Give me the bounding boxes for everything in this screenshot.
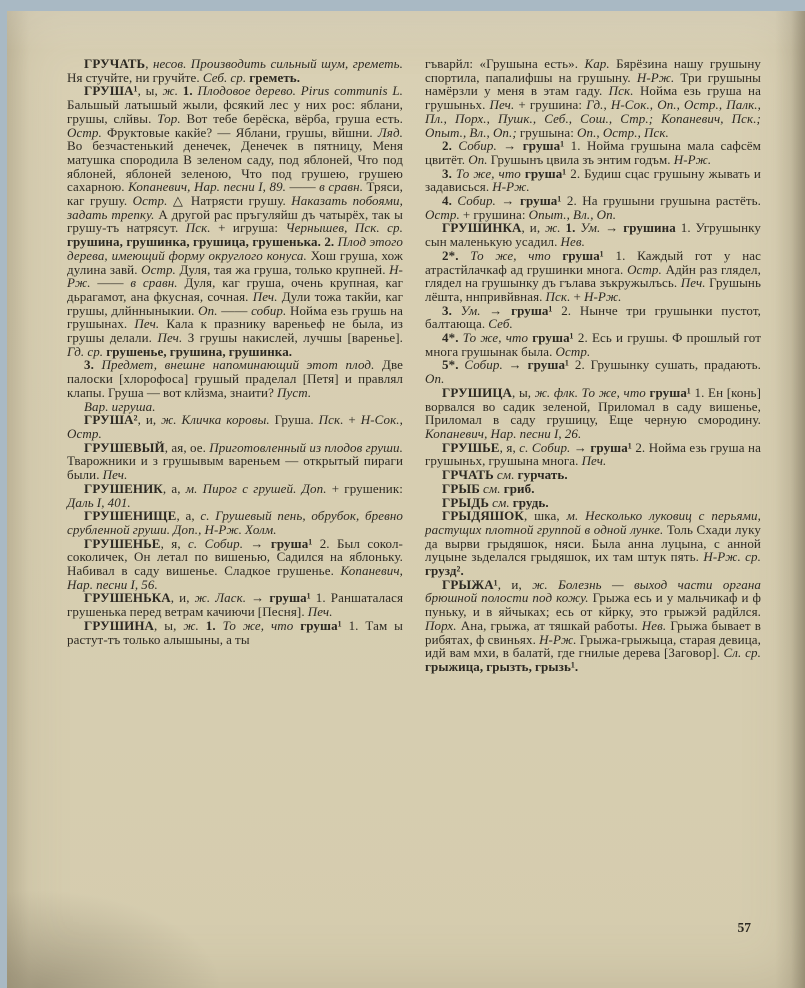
text-run: см. — [492, 494, 513, 510]
text-run: Тварожники и з грушывым вареньем — открытый пираги были. — [67, 453, 403, 483]
text-run: ГРУШИНА — [84, 617, 155, 633]
text-run: —— — [221, 302, 252, 318]
dictionary-paragraph — [67, 537, 403, 592]
text-run: 2*. — [442, 247, 471, 263]
text-run: Оп., Остр., Пск. — [576, 124, 669, 140]
text-run: ГРУШИНКА — [442, 220, 522, 236]
scanned-dictionary-page — [7, 11, 805, 988]
text-run: ж. — [545, 220, 566, 236]
text-run: , ы, — [512, 384, 535, 400]
text-run: Был сокол-соколичек, Он летал по вишенью, Садился на яблоньку. Набивал в саду вишенье. Сладкое грушенье. — [67, 535, 403, 579]
text-run: ГРУШЕВЫЙ — [84, 439, 165, 455]
text-run: груша¹ — [300, 617, 349, 633]
text-run: ГРУШЬЕ — [442, 439, 500, 455]
text-run: , и, — [497, 576, 533, 592]
text-run: 3. — [84, 357, 102, 373]
text-run: Нойма грушына мала сафсём цвитёт. — [425, 138, 762, 167]
column-left — [67, 57, 403, 674]
text-run: Печ. — [157, 330, 188, 346]
text-run: в сравн. — [130, 275, 185, 291]
text-run: Нойма езь грушь на грушынах. — [67, 302, 403, 332]
text-run: + грушина: — [518, 97, 587, 113]
text-run: ГРЫЖА¹ — [442, 576, 498, 592]
text-run: груша¹ — [511, 302, 562, 318]
text-run: —— — [97, 275, 131, 291]
dictionary-paragraph — [67, 413, 403, 440]
text-run: 1. — [182, 83, 198, 99]
text-run: Груша. — [274, 412, 319, 428]
text-run: гъварйл: «Грушына есть». — [425, 56, 585, 71]
text-run: 1. — [570, 138, 588, 154]
text-run: груша¹ — [649, 384, 695, 400]
dictionary-paragraph — [425, 441, 761, 468]
text-run: ГРУШЕНИК — [84, 480, 163, 496]
text-run: Плод этого дерева, имеющий форму округлого конуса. — [67, 234, 403, 263]
text-run: Остр. — [67, 124, 107, 140]
text-run: Раншаталася грушенька перед ветрам качиючи [Песня]. — [67, 590, 404, 620]
text-run: 4*. — [442, 330, 463, 346]
text-run: Бярёзина нашу грушыну спортила, папалифшы на грушыну. — [425, 56, 761, 85]
text-run: ГРУЧАТЬ — [84, 56, 146, 71]
text-run: ГРУША¹ — [84, 83, 138, 99]
text-run: Плодовое дерево. Pirus communis L. — [197, 83, 403, 99]
text-run: + — [573, 288, 584, 304]
text-run: Грушынь лёшта, ннпривйвная. — [425, 275, 762, 304]
text-run: с. Собир. → — [188, 535, 271, 551]
text-run: 1. Угрушынку сын маленькую усадил. — [425, 220, 762, 250]
dictionary-paragraph — [67, 57, 403, 84]
text-run: Грушынъ цвила зъ энтим годъм. — [490, 151, 674, 167]
dictionary-paragraph — [425, 331, 761, 358]
text-run: Гд. ср. — [67, 343, 107, 359]
text-run: ГРЫДЬ — [442, 494, 493, 510]
text-run: Пуст. — [277, 384, 312, 400]
text-run: груша¹ — [522, 138, 571, 154]
text-run: Чернышев, Пск. ср. — [285, 220, 404, 236]
text-run: Дули тожа такйи, каг грушы, длйнныныкии. — [67, 288, 403, 318]
text-run: 1. — [615, 247, 638, 263]
dictionary-paragraph — [425, 482, 761, 496]
text-run: ж. Кличка коровы. — [161, 412, 275, 428]
text-run: Печ. — [252, 288, 282, 304]
text-run: Фруктовые какйе? — Яблани, грушы, вйшни. — [106, 124, 378, 140]
text-run: Дуля, тая жа груша, только крупней. — [179, 261, 390, 277]
page-number: 57 — [737, 920, 751, 935]
text-run: Оп. — [425, 371, 445, 387]
text-run: 5*. — [442, 357, 465, 373]
text-run: Печ. — [489, 97, 519, 113]
text-run: Печ. — [102, 467, 128, 483]
text-run: грудь. — [512, 494, 549, 510]
text-run: груша¹ — [590, 439, 636, 455]
text-run: ГРУШЕНЬКА — [84, 590, 171, 606]
text-run: Будиш сцас грушыну жывать и задависься. — [425, 165, 761, 195]
text-run: Опыт., Вл., Оп. — [528, 206, 617, 222]
dictionary-paragraph — [425, 139, 761, 166]
text-run: Пск. — [608, 83, 640, 99]
text-run: Собир. → — [464, 357, 528, 373]
text-run: 2. — [566, 193, 583, 209]
text-run: грушына: — [519, 124, 577, 140]
text-run: груша¹ — [270, 535, 320, 551]
text-run: , я, — [499, 439, 520, 455]
page-content — [67, 57, 761, 674]
text-run: Печ. — [307, 604, 333, 620]
text-run: 2. — [570, 165, 585, 181]
text-run: грушина — [623, 220, 681, 236]
text-run: Грыжа-грыжыца, старая девица, идй вам мхи, в балатй, где гнилые дерева [Заговор]. — [425, 631, 761, 661]
text-run: Грыжа есь и у мальчикаф и ф пуньку, и в яйчыках; есь от кйрку, это грыжэй радйлся. — [425, 590, 761, 620]
text-run: м. Пирог с грушей. Доп. — [185, 480, 332, 496]
text-run: , ы, — [137, 83, 163, 99]
text-run: + грушеник: — [331, 480, 403, 496]
text-run: З грушы накислей, лучшы [варенье]. — [187, 330, 404, 346]
dictionary-paragraph — [425, 194, 761, 221]
text-run: груша¹ — [532, 330, 578, 346]
text-run: ГРУШЕНЬЕ — [84, 535, 161, 551]
text-run: греметь. — [249, 69, 301, 85]
dictionary-paragraph — [425, 358, 761, 385]
text-run: Нойма езь груша на грушыньх, грушына многа. — [425, 439, 761, 469]
text-run: Остр. — [132, 193, 173, 209]
text-run: Гд., Н-Сок., Оп., Остр., Палк., Пл., Порх., Пушк., Себ., Сош., Стр.; Копаневич, Пск.; Опыт., Вл., Оп.; — [425, 97, 761, 140]
text-run: гурчать. — [517, 467, 568, 483]
text-run: груша¹ — [524, 165, 571, 181]
text-run: Наказать побоями, задать трепку. — [67, 193, 403, 222]
text-run: Хош груша, хож дулина завй. — [67, 247, 404, 277]
text-run: Себ. ср. — [202, 69, 250, 85]
column-right — [425, 57, 761, 674]
dictionary-paragraph — [425, 386, 761, 441]
text-run: Печ. — [680, 275, 710, 291]
text-run: Тряси, каг грушу. — [67, 179, 404, 209]
text-run: Ум. → — [580, 220, 624, 236]
text-run: м. Несколько луковиц с перьями, растущих плотной группой в одной лунке. — [425, 508, 761, 537]
text-run: ГРЫДЯШОК — [442, 508, 524, 524]
text-run: ж. Болезнь — выход части органа брюшной полости под кожу. — [425, 576, 761, 606]
text-run: 2. — [319, 535, 337, 551]
text-run: , и, — [170, 590, 195, 606]
text-run: грушенье, грушина, грушинка. — [106, 343, 293, 359]
text-run: Нойма езь груша на грушыньх. — [425, 83, 761, 113]
text-run: , ы, — [154, 617, 184, 633]
text-run: То же, что — [455, 165, 525, 181]
text-run: + — [348, 412, 361, 428]
text-run: 4. — [442, 193, 458, 209]
text-run: , шка, — [523, 508, 567, 524]
text-run: , а, — [176, 508, 201, 524]
text-run: с. Собир. → — [519, 439, 591, 455]
text-run: Нынче три грушынки пустот, балтающа. — [425, 302, 762, 332]
text-run: Пск. — [545, 288, 574, 304]
text-run: 2. — [574, 357, 591, 373]
text-run: , и, — [521, 220, 546, 236]
text-run: , и, — [137, 412, 162, 428]
text-run: ж. — [183, 617, 206, 633]
text-run: ГРЫБ — [442, 480, 484, 496]
text-run: Нев. — [641, 617, 671, 633]
text-run: Копаневич, Нар. песни I, 89. — [128, 179, 290, 195]
dictionary-paragraph — [425, 496, 761, 510]
text-run: △ Натрясти грушу. — [172, 193, 292, 209]
text-run: Себ. — [488, 316, 513, 332]
text-run: Во безчастенький денечек, Денечек в пятницу, Меня матушка спородила В зеленом саду, под яблоней, Что под яблоней, яблоней зеленою, Что под грушею, грушею сахарною. — [67, 138, 403, 195]
text-run: , ая, ое. — [164, 439, 210, 455]
text-run: с. Грушевый пень, обрубок, бревно срубленной груши. Доп., Н-Рж. Холм. — [67, 508, 404, 537]
text-run: 2. — [635, 439, 649, 455]
text-run: Есь и грушы. Ф прошлый гот многа грушынак была. — [425, 330, 761, 359]
dictionary-paragraph — [425, 57, 761, 139]
dictionary-paragraph — [67, 441, 403, 482]
text-run: груша¹ — [562, 247, 616, 263]
text-run: ГРУШЕНИЩЕ — [84, 508, 177, 524]
text-run: Дуля, каг груша, очень крупная, каг дьрагамот, ана фкусная, сочная. — [67, 275, 404, 304]
text-run: Собир. → — [457, 193, 520, 209]
text-run: 2. — [442, 138, 459, 154]
text-run: Остр. — [141, 261, 180, 277]
dictionary-paragraph — [425, 509, 761, 578]
dictionary-paragraph — [425, 221, 761, 248]
text-run: То же, что — [470, 247, 563, 263]
text-run: Н-Рж. — [492, 179, 530, 195]
text-run: 1. — [565, 220, 581, 236]
text-run: ж. флк. То же, что — [534, 384, 650, 400]
text-run: грушина, грушинка, грушица, грушенька. — [67, 234, 325, 250]
text-run: в сравн. — [319, 179, 367, 195]
text-run: Оп. — [468, 151, 491, 167]
text-run: гриб. — [503, 480, 535, 496]
text-run: 1. — [315, 590, 331, 606]
text-run: , а, — [162, 480, 186, 496]
text-run: , — [145, 56, 153, 71]
text-run: Даль I, 401. — [67, 494, 131, 510]
text-run: груша¹ — [269, 590, 316, 606]
dictionary-paragraph — [425, 249, 761, 304]
dictionary-paragraph — [425, 304, 761, 331]
text-run: Оп. — [198, 302, 222, 318]
text-run: Ум. → — [460, 302, 512, 318]
dictionary-paragraph — [67, 591, 403, 618]
text-run: 2. — [324, 234, 338, 250]
text-run: грыжица, грызть, грызь¹. — [425, 658, 579, 674]
text-run: 2. — [577, 330, 592, 346]
text-run: , я, — [160, 535, 189, 551]
text-run: Остр. — [627, 261, 666, 277]
text-run: 2. — [561, 302, 580, 318]
text-run: см. — [496, 467, 518, 483]
text-run: Грушынку сушать, прадають. — [590, 357, 761, 373]
text-run: груша¹ — [519, 193, 567, 209]
text-run: 1. — [694, 384, 709, 400]
text-run: Ана, грыжа, ат тяшкай работы. — [460, 617, 642, 633]
text-run: 3. — [442, 302, 461, 318]
text-run: Н-Рж. — [539, 631, 580, 647]
text-run: То же, что — [222, 617, 301, 633]
text-run: Бальшый латышый жыли, фсякий лес у них рос: яблани, грушы, слйвы. — [67, 97, 403, 126]
text-run: Каждый гот у нас атрастйлачкаф ад грушинки многа. — [425, 247, 761, 277]
text-run: см. — [483, 480, 504, 496]
text-run: Печ. — [581, 453, 607, 469]
text-run: Печ. — [134, 316, 167, 332]
text-run: Н-Сок., Остр. — [67, 412, 403, 441]
dictionary-paragraph — [67, 482, 403, 509]
text-run: несов. Производить сильный шум, греметь. — [152, 56, 403, 71]
text-run: ГРЧАТЬ — [442, 467, 497, 483]
text-run: Предмет, внешне напоминающий этот плод. — [101, 357, 382, 373]
text-run: Нев. — [560, 234, 585, 250]
text-run: + игруша: — [218, 220, 286, 236]
text-run: —— — [289, 179, 320, 195]
text-run: Копаневич, Нар. песни I, 56. — [67, 563, 403, 592]
text-run: Пск. — [185, 220, 219, 236]
text-run: 1. Там ы растут-тъ только алышыны, а ты — [67, 617, 404, 647]
text-run: Ен [конь] ворвался во садик зеленой, Приломал в саду вишенье, Приломал в саду грушицу, Еще черную смородину. — [425, 384, 761, 428]
text-run: 3. — [442, 165, 456, 181]
text-run: 1. — [205, 617, 223, 633]
text-run: Вар. игруша. — [84, 398, 156, 414]
text-run: Грыжа бывает в рибятах, ф свиньях. — [425, 617, 761, 647]
text-run: грузд². — [425, 563, 464, 579]
text-run: На грушыни грушына растёть. — [582, 193, 762, 209]
text-run: Н-Рж. — [636, 69, 681, 85]
text-run: Вот тебе берёска, вёрба, груша есть. — [186, 110, 403, 126]
text-run: Н-Рж. ср. — [703, 549, 761, 565]
text-run: ГРУША² — [84, 412, 138, 428]
dictionary-paragraph — [425, 578, 761, 674]
text-run: Остр. — [555, 343, 591, 359]
text-run: ж. Ласк. → — [194, 590, 270, 606]
text-run: Н-Рж. — [673, 151, 712, 167]
text-run: Ня стучйте, ни гручйте. — [67, 69, 203, 85]
text-run: Три грушыны намёрзли у меня в этам гаду. — [425, 69, 761, 99]
text-run: Адйн раз глядел, глядел на грушынку дъ гълава зъкружылъсь. — [425, 261, 761, 291]
text-run: Кала к празнику вареньеф не была, из грушы делали. — [67, 316, 403, 346]
dictionary-paragraph — [67, 400, 403, 414]
text-run: То же, что — [462, 330, 533, 346]
text-run: Ляд. — [377, 124, 403, 140]
dictionary-paragraph — [67, 509, 403, 536]
text-run: Н-Рж. — [67, 261, 403, 291]
text-run: Собир. → — [458, 138, 523, 154]
text-run: Тор. — [157, 110, 187, 126]
dictionary-paragraph — [425, 468, 761, 482]
text-run: Н-Рж. — [583, 288, 622, 304]
dictionary-paragraph — [67, 84, 403, 358]
text-run: ж. — [162, 83, 183, 99]
text-run: Кар. — [584, 56, 617, 71]
text-run: собир. — [251, 302, 290, 318]
text-run: ГРУШИЦА — [442, 384, 513, 400]
text-run: Две палоски [хлорофоса] грушый праделал [Петя] и правлял клапы. Груша — вот клйзма, знаити? — [67, 357, 403, 400]
text-run: Копаневич, Нар. песни I, 26. — [425, 425, 582, 441]
dictionary-paragraph — [67, 619, 403, 646]
text-run: + грушина: — [462, 206, 529, 222]
dictionary-paragraph — [67, 358, 403, 399]
text-run: А другой рас пръгуляйш дъ чатырёх, так ы грушу-тъ натрясут. — [67, 206, 404, 236]
text-run: Сл. ср. — [723, 645, 761, 661]
text-run: Остр. — [425, 206, 463, 222]
text-run: Пск. — [318, 412, 349, 428]
text-run: Порх. — [425, 617, 461, 633]
dictionary-paragraph — [425, 167, 761, 194]
text-run: груша¹ — [527, 357, 575, 373]
text-run: Приготовленный из плодов груши. — [209, 439, 404, 455]
text-run: Толь Схади луку да вырви грыдяшок, няси. Была анна луцына, с анной луцыне зьделался грыдяшок, их там штук пять. — [425, 521, 761, 565]
